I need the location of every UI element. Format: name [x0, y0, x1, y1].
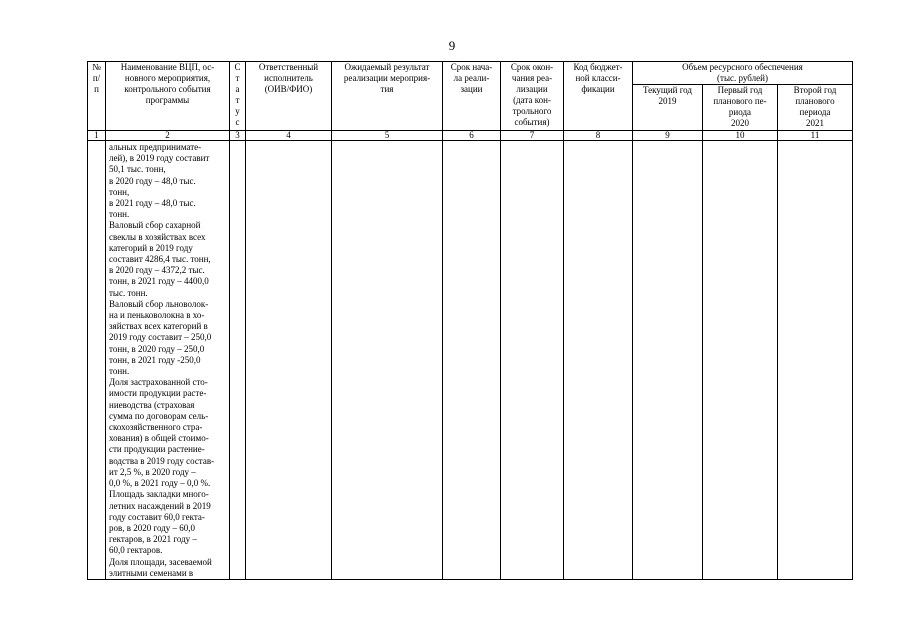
header-second-plan-year: Второй год планового периода 2021 — [778, 85, 853, 131]
header-current-year: Текущий год 2019 — [633, 85, 703, 131]
column-number: 1 — [88, 131, 106, 141]
body-year-2021-cell — [778, 141, 853, 580]
header-start-date: Срок нача- ла реали- зации — [443, 62, 501, 131]
body-code-cell — [564, 141, 633, 580]
column-number: 7 — [501, 131, 564, 141]
body-status-cell — [230, 141, 246, 580]
header-number: № п/ п — [88, 62, 106, 131]
column-number: 4 — [246, 131, 332, 141]
body-year-2019-cell — [633, 141, 703, 580]
header-row-1 — [88, 62, 853, 85]
column-number: 5 — [332, 131, 443, 141]
resource-table — [87, 61, 853, 580]
column-number: 8 — [564, 131, 633, 141]
header-resources-group: Объем ресурсного обеспечения (тыс. рублей) — [633, 62, 853, 85]
page-number: 9 — [448, 38, 456, 53]
body-responsible-cell — [246, 141, 332, 580]
column-number: 3 — [230, 131, 246, 141]
header-responsible: Ответственный исполнитель (ОИВ/ФИО) — [246, 62, 332, 131]
header-first-plan-year: Первый год планового пе- риода 2020 — [703, 85, 778, 131]
body-description-cell: альных предпринимате- лей), в 2019 году составит 50,1 тыс. тонн, в 2020 году – 48,0 тыс. тонн, в 2021 году – 48,0 тыс. тонн. Валовый сбор сахарной свеклы в хозяйствах всех категорий в 2019 году составит 4286,4 тыс. тонн, в 2020 году – 4372,2 тыс. тонн, в 2021 году – 4400,0 тыс. тонн. Валовый сбор льноволок- на и пеньковолокна в хо- зяйствах всех категорий в 2019 году составит – 250,0 тонн, в 2020 году – 250,0 тонн, в 2021 году -250,0 тонн. Доля застрахованной сто- имости продукции расте- ниеводства (страховая сумма по договорам сель- скохозяйственного стра- хования) в общей стоимо- сти продукции растение- водства в 2019 году состав- ит 2,5 %, в 2020 году – 0,0 %, в 2021 году – 0,0 %. Площадь закладки много- летних насаждений в 2019 году составит 60,0 гекта- ров, в 2020 году – 60,0 гектаров, в 2021 году – 60,0 гектаров. Доля площади, засеваемой элитными семенами в — [106, 141, 230, 580]
column-number: 9 — [633, 131, 703, 141]
body-end-cell — [501, 141, 564, 580]
header-end-date: Срок окон- чания реа- лизации (дата кон- трольного события) — [501, 62, 564, 131]
column-number: 11 — [778, 131, 853, 141]
body-year-2020-cell — [703, 141, 778, 580]
header-expected-result: Ожидаемый результат реализации мероприя- тия — [332, 62, 443, 131]
body-number-cell — [88, 141, 106, 580]
table-row — [88, 141, 853, 580]
body-start-cell — [443, 141, 501, 580]
header-name: Наименование ВЦП, ос- новного мероприятия, контрольного события программы — [106, 62, 230, 131]
header-status: С т а т у с — [230, 62, 246, 131]
body-result-cell — [332, 141, 443, 580]
column-number-row — [88, 131, 853, 141]
column-number: 10 — [703, 131, 778, 141]
header-budget-code: Код бюджет- ной класси- фикации — [564, 62, 633, 131]
column-number: 2 — [106, 131, 230, 141]
column-number: 6 — [443, 131, 501, 141]
